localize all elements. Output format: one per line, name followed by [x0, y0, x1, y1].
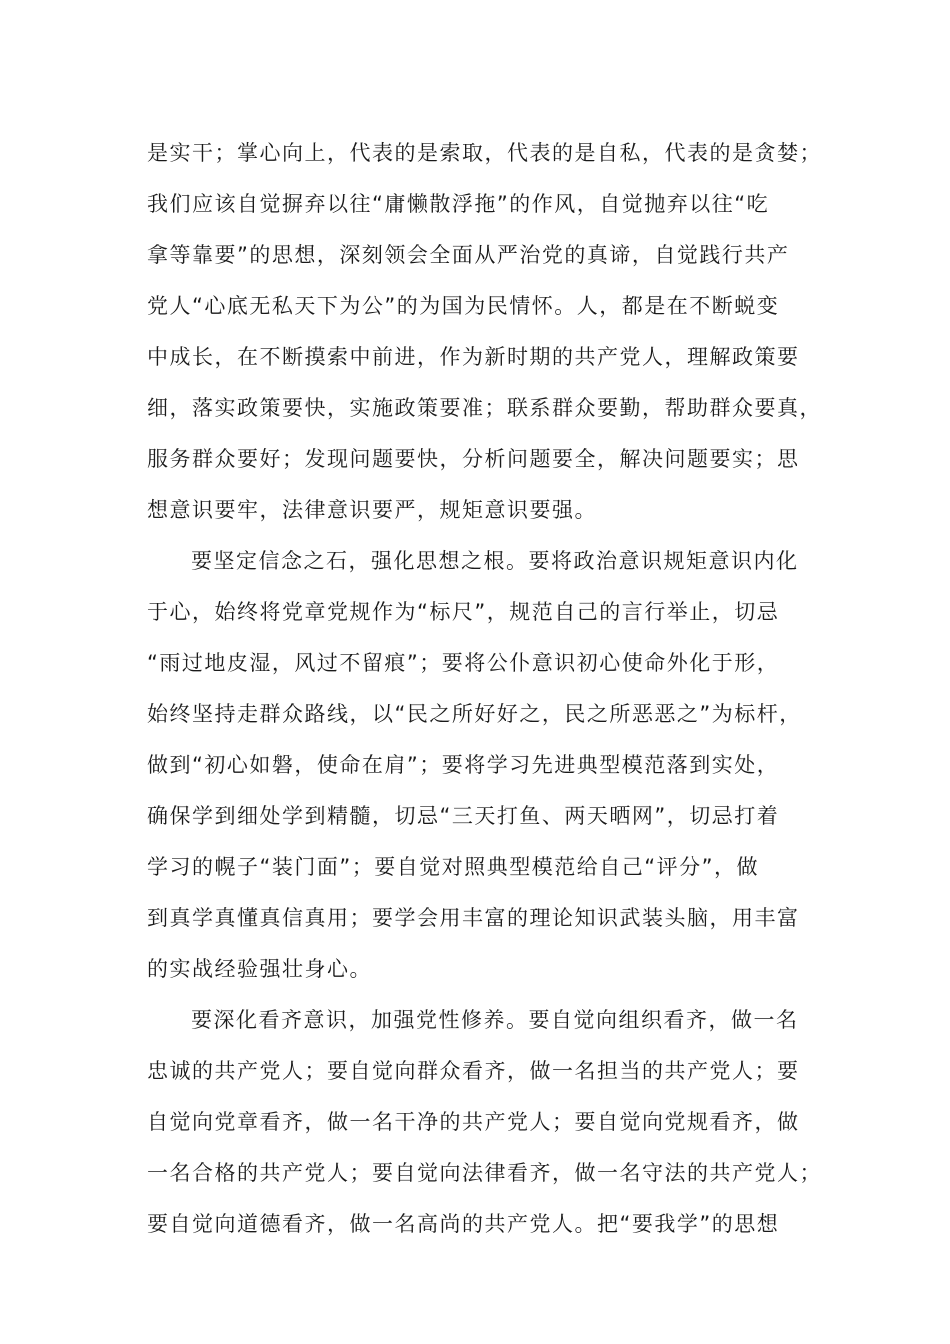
paragraph-1-line: 细，落实政策要快，实施政策要准；联系群众要勤，帮助群众要真， — [147, 396, 822, 420]
paragraph-3-line: 要深化看齐意识，加强党性修养。要自觉向组织看齐，做一名 — [191, 1008, 799, 1032]
paragraph-1-line: 是实干；掌心向上，代表的是索取，代表的是自私，代表的是贪婪； — [147, 141, 822, 165]
paragraph-1-line: 想意识要牢，法律意识要严，规矩意识要强。 — [147, 498, 597, 522]
paragraph-1-line: 拿等靠要”的思想，深刻领会全面从严治党的真谛，自觉践行共产 — [147, 243, 790, 267]
paragraph-2-line: 始终坚持走群众路线，以“民之所好好之，民之所恶恶之”为标杆， — [147, 702, 802, 726]
document-body — [147, 128, 822, 1250]
paragraph-3-line: 自觉向党章看齐，做一名干净的共产党人；要自觉向党规看齐，做 — [147, 1110, 800, 1134]
paragraph-2-line: 到真学真懂真信真用；要学会用丰富的理论知识武装头脑，用丰富 — [147, 906, 800, 930]
paragraph-2-line: 的实战经验强壮身心。 — [147, 957, 372, 981]
paragraph-1-line: 我们应该自觉摒弃以往“庸懒散浮拖”的作风，自觉抛弃以往“吃 — [147, 192, 770, 216]
paragraph-3-line: 要自觉向道德看齐，做一名高尚的共产党人。把“要我学”的思想 — [147, 1212, 780, 1236]
paragraph-2-line: 学习的幌子“装门面”；要自觉对照典型模范给自己“评分”，做 — [147, 855, 760, 879]
paragraph-2-line: 于心，始终将党章党规作为“标尺”，规范自己的言行举止，切忌 — [147, 600, 780, 624]
paragraph-3-line: 一名合格的共产党人；要自觉向法律看齐，做一名守法的共产党人； — [147, 1161, 822, 1185]
paragraph-1-line: 服务群众要好；发现问题要快，分析问题要全，解决问题要实；思 — [147, 447, 800, 471]
paragraph-1-line: 党人“心底无私天下为公”的为国为民情怀。人，都是在不断蜕变 — [147, 294, 780, 318]
paragraph-3-line: 忠诚的共产党人；要自觉向群众看齐，做一名担当的共产党人；要 — [147, 1059, 800, 1083]
paragraph-1-line: 中成长，在不断摸索中前进，作为新时期的共产党人，理解政策要 — [147, 345, 800, 369]
paragraph-2-line: 做到“初心如磐，使命在肩”；要将学习先进典型模范落到实处， — [147, 753, 780, 777]
paragraph-2-line: 要坚定信念之石，强化思想之根。要将政治意识规矩意识内化 — [191, 549, 799, 573]
paragraph-2-line: 确保学到细处学到精髓，切忌“三天打鱼、两天晒网”，切忌打着 — [147, 804, 780, 828]
paragraph-2-line: “雨过地皮湿，风过不留痕”；要将公仆意识初心使命外化于形， — [147, 651, 780, 675]
